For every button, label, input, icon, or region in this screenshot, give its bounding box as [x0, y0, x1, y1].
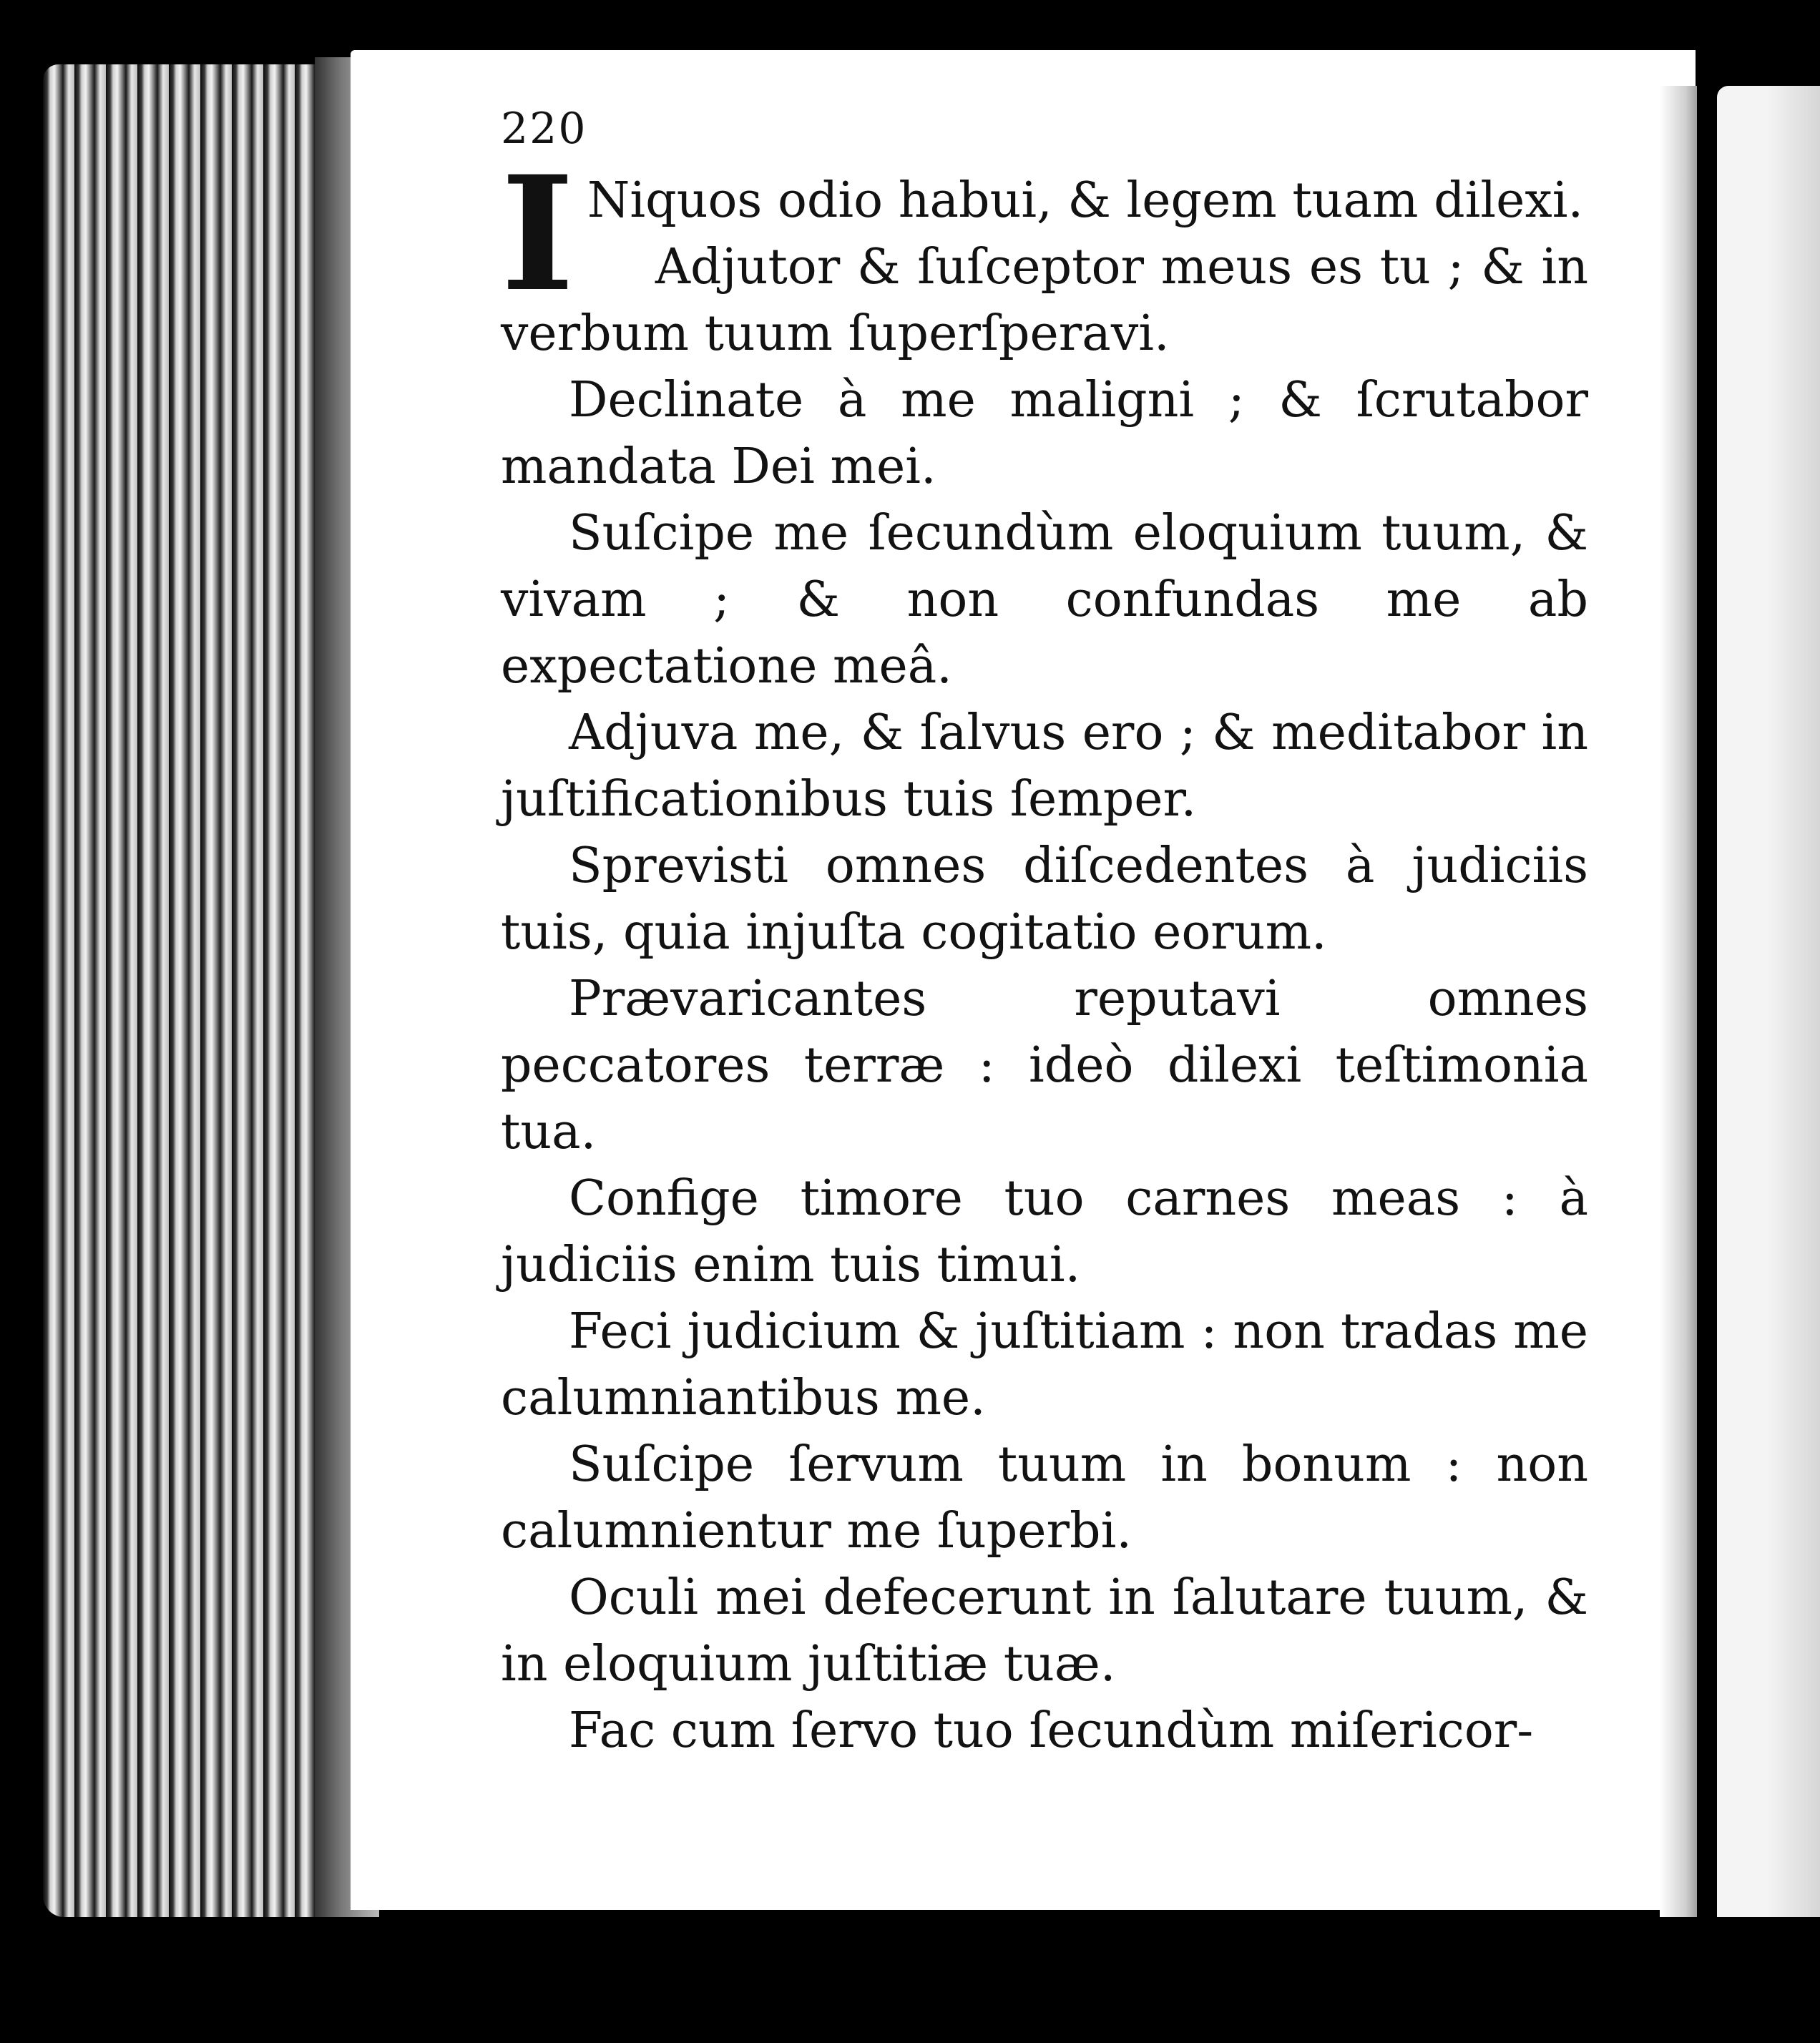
verse-7 [501, 966, 1588, 1165]
verse-9 [501, 1298, 1588, 1431]
page-edge-stack [43, 64, 358, 1917]
page-number: 220 [501, 104, 587, 154]
facing-page-edge [1767, 86, 1820, 1917]
verse-12 [501, 1697, 1588, 1764]
verse-3 [501, 367, 1588, 500]
verse-11 [501, 1564, 1588, 1697]
verse-8 [501, 1165, 1588, 1298]
verse-2 [501, 234, 1588, 367]
verse-text: Niquos odio habui, & legem tuam dilexi. [587, 172, 1584, 229]
verse-text: Adjuva me, & ſalvus ero ; & meditabor in juſtificationibus tuis ſemper. [501, 705, 1588, 828]
verse-text: Sprevisti omnes diſcedentes à judiciis tuis, quia injuſta cogitatio eorum. [501, 838, 1588, 961]
verse-text: Feci judicium & juſtitiam : non tradas me calumniantibus me. [501, 1303, 1588, 1426]
verse-text: Suſcipe me ſecundùm eloquium tuum, & vivam ; & non confundas me ab expectatione meâ. [501, 505, 1588, 695]
verse-text: Declinate à me maligni ; & ſcrutabor mandata Dei mei. [501, 372, 1588, 495]
drop-cap: I [501, 141, 574, 326]
verse-10 [501, 1431, 1588, 1564]
spine-gap [1697, 79, 1717, 1939]
verse-text: Suſcipe ſervum tuum in bonum : non calumnientur me ſuperbi. [501, 1436, 1588, 1559]
verse-text: Confige timore tuo carnes meas : à judiciis enim tuis timui. [501, 1170, 1588, 1293]
page-text [501, 104, 1588, 1764]
verse-5 [501, 700, 1588, 833]
verse-4 [501, 500, 1588, 700]
gutter-shadow [1660, 86, 1703, 1917]
verse-text: Oculi mei defecerunt in ſalutare tuum, & in eloquium juſtitiæ tuæ. [501, 1569, 1588, 1692]
verse-text: Fac cum ſervo tuo ſecundùm miſericor- [569, 1702, 1534, 1759]
verse-6 [501, 833, 1588, 966]
verse-text: Prævaricantes reputavi omnes peccatores terræ : ideò dilexi teſtimonia tua. [501, 971, 1588, 1160]
verse-text: Adjutor & ſuſceptor meus es tu ; & in verbum tuum ſuperſperavi. [501, 239, 1588, 362]
